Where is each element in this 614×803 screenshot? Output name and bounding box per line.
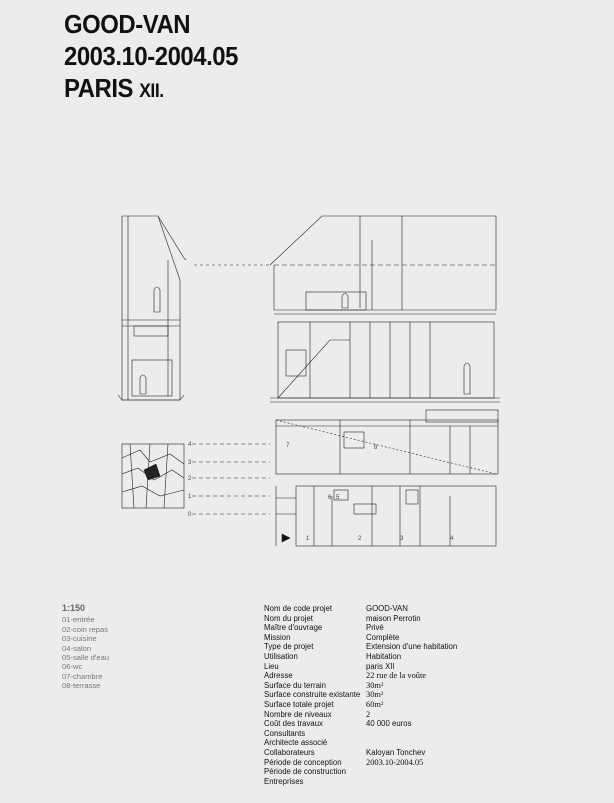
room-label-4: 4 — [450, 536, 454, 542]
info-value: Extension d'une habitation — [366, 642, 458, 652]
room-label-8: 8 — [374, 445, 378, 451]
info-label: Nombre de niveaux — [264, 709, 332, 719]
project-name: GOOD-VAN — [64, 9, 191, 39]
project-district: XII. — [139, 81, 164, 102]
info-label: Collaborateurs — [264, 747, 315, 757]
info-row — [264, 777, 457, 787]
info-row — [264, 729, 457, 739]
legend-item: 02-coin repas — [62, 624, 109, 634]
info-row — [264, 614, 457, 624]
info-row — [264, 604, 457, 614]
info-label: Maître d'ouvrage — [264, 623, 323, 633]
legend — [62, 604, 109, 691]
info-value: 30m² — [366, 690, 384, 700]
level-label-2: 2 — [188, 476, 192, 482]
info-row — [264, 662, 457, 672]
project-city: PARIS — [64, 73, 134, 103]
info-row — [264, 748, 457, 758]
info-value: 22 rue de la voûte — [366, 671, 426, 681]
info-label: Période de conception — [264, 757, 342, 767]
info-label: Utilisation — [264, 651, 298, 661]
room-label-2: 2 — [358, 536, 362, 542]
room-label-3: 3 — [400, 536, 404, 542]
info-label: Entreprises — [264, 776, 304, 786]
title-block — [64, 8, 253, 108]
info-label: Consultants — [264, 728, 306, 738]
info-row — [264, 719, 457, 729]
room-label-6: 6 — [328, 495, 332, 501]
info-label: Type de projet — [264, 642, 314, 652]
info-row — [264, 758, 457, 768]
room-label-5: 5 — [336, 495, 340, 501]
info-value: paris XII — [366, 661, 395, 671]
info-label: Période de construction — [264, 767, 346, 777]
info-value: 40 000 euros — [366, 719, 412, 729]
info-row — [264, 671, 457, 681]
info-row — [264, 652, 457, 662]
legend-item: 08-terrasse — [62, 681, 101, 691]
level-label-4: 4 — [188, 442, 192, 448]
level-label-1: 1 — [188, 494, 192, 500]
info-value: GOOD-VAN — [366, 604, 408, 613]
info-label: Surface construite existante — [264, 690, 361, 700]
site-map — [122, 444, 184, 508]
info-row — [264, 710, 457, 720]
legend-item: 03-cuisine — [62, 634, 97, 644]
north-arrow-icon — [282, 534, 290, 542]
info-value: Habitation — [366, 651, 402, 661]
room-label-1: 1 — [306, 536, 310, 542]
info-label: Coût des travaux — [264, 719, 323, 729]
info-value: 2 — [366, 709, 371, 719]
level-label-0: 0 — [188, 512, 192, 518]
info-row — [264, 681, 457, 691]
project-dates: 2003.10-2004.05 — [64, 41, 238, 71]
legend-item: 01-entrée — [62, 615, 95, 625]
info-label: Adresse — [264, 671, 293, 681]
info-label: Lieu — [264, 661, 279, 671]
upper-floor-plan — [276, 410, 498, 474]
level-label-3: 3 — [188, 460, 192, 466]
info-value: Complète — [366, 632, 400, 642]
info-value: 60m² — [366, 699, 384, 709]
info-row — [264, 642, 457, 652]
legend-item: 06-wc — [62, 662, 83, 672]
info-label: Nom du projet — [264, 613, 313, 623]
legend-item: 07-chambre — [62, 671, 103, 681]
project-location — [64, 72, 238, 108]
info-row — [264, 767, 457, 777]
info-value: Privé — [366, 623, 384, 633]
info-row — [264, 633, 457, 643]
info-row — [264, 700, 457, 710]
info-row — [264, 690, 457, 700]
level-lines — [192, 444, 270, 514]
info-label: Surface du terrain — [264, 680, 326, 690]
room-label-7: 7 — [286, 443, 290, 449]
info-label: Mission — [264, 632, 291, 642]
info-value: maison Perrotin — [366, 613, 421, 623]
project-info-table — [264, 604, 457, 786]
info-label: Surface totale projet — [264, 699, 334, 709]
info-value: 30m² — [366, 680, 384, 690]
info-value: Kaloyan Tonchev — [366, 747, 426, 757]
drawing-scale: 1:150 — [62, 603, 86, 613]
info-row — [264, 623, 457, 633]
right-section-drawing — [270, 216, 500, 402]
info-label: Nom de code projet — [264, 604, 333, 613]
info-label: Architecte associé — [264, 738, 328, 748]
info-value: 2003.10-2004.05 — [366, 757, 424, 767]
info-row — [264, 738, 457, 748]
left-section-drawing — [118, 216, 186, 400]
legend-item: 04-salon — [62, 643, 92, 653]
legend-item: 05-salle d'eau — [62, 653, 110, 663]
architectural-drawings — [110, 200, 510, 580]
